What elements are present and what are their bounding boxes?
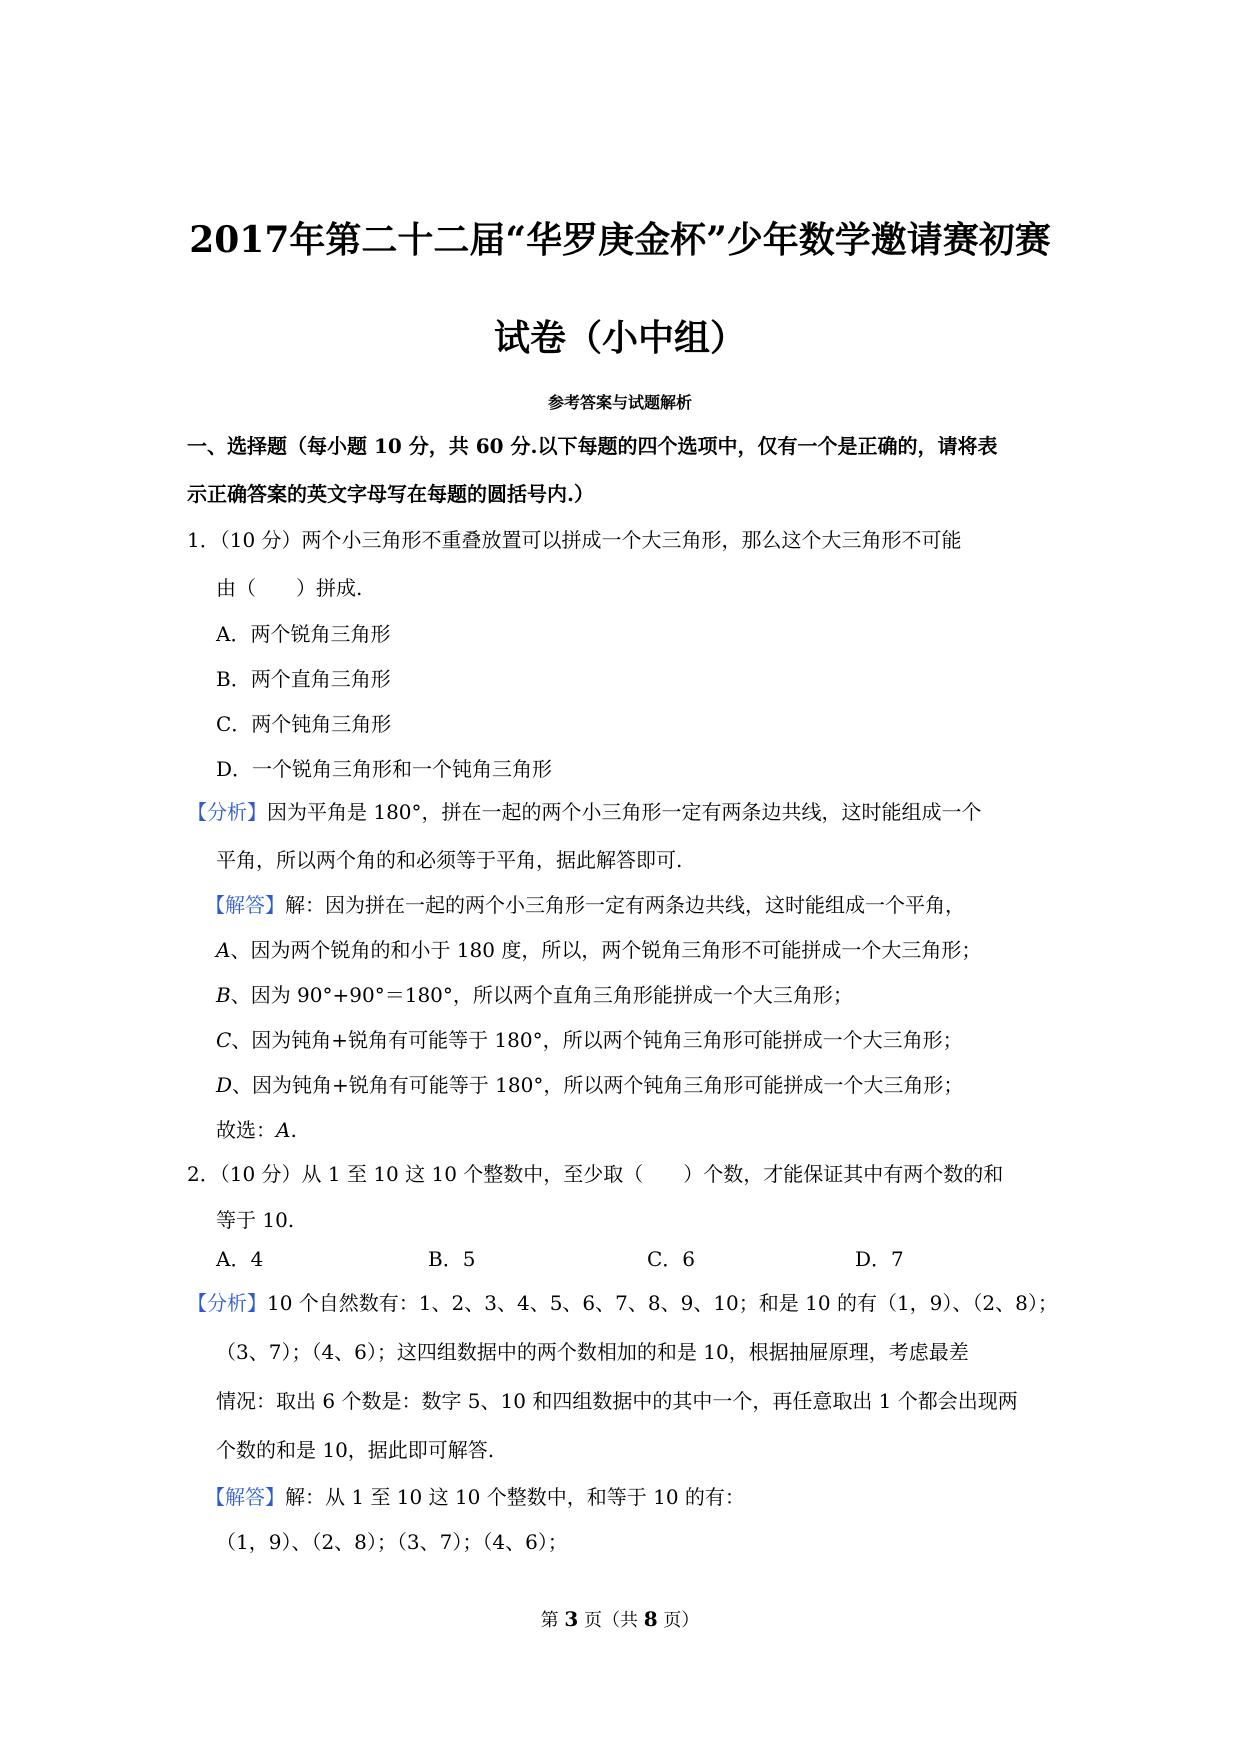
page-title-line-1: 2017年第二十二届“华罗庚金杯”少年数学邀请赛初赛 (189, 219, 1051, 261)
q1-option-d: D．一个锐角三角形和一个钝角三角形 (216, 757, 553, 781)
q2-stem-line-2: 等于 10. (216, 1208, 295, 1232)
answer-letter: C (216, 1028, 232, 1052)
q1-answer-d (216, 1071, 963, 1099)
q1-stem-line-2: 由（ ）拼成. (216, 576, 363, 600)
q1-analysis-line-2: 平角，所以两个角的和必须等于平角，据此解答即可. (216, 848, 683, 872)
q2-analysis-line-4: 个数的和是 10，据此即可解答. (216, 1438, 495, 1462)
q2-option-c: C．6 (647, 1247, 696, 1271)
q1-option-b: B．两个直角三角形 (216, 667, 391, 691)
choice-prefix: 故选： (216, 1118, 276, 1142)
q1-analysis-text: 因为平角是 180°，拼在一起的两个小三角形一定有两条边共线，这时能组成一个 (267, 800, 982, 824)
q2-analysis-text: 10 个自然数有：1、2、3、4、5、6、7、8、9、10；和是 10 的有（1，9）、（2、8）； (267, 1291, 1058, 1315)
q1-answer-c (216, 1026, 963, 1054)
q2-answer-line-1 (205, 1483, 745, 1511)
section-heading-line-2: 示正确答案的英文字母写在每题的圆括号内.） (187, 482, 594, 506)
q1-option-c: C．两个钝角三角形 (216, 712, 392, 736)
page-number: 3 (564, 1607, 579, 1631)
section-heading-line-1: 一、选择题（每小题 10 分，共 60 分.以下每题的四个选项中，仅有一个是正确的，请将表 (187, 434, 998, 458)
page-subtitle: 参考答案与试题解析 (547, 393, 692, 412)
q2-stem-line-1: 2．（10 分）从 1 至 10 这 10 个整数中，至少取（ ）个数，才能保证其中有两个数的和 (187, 1162, 1004, 1186)
q2-option-d: D．7 (855, 1247, 904, 1271)
footer-prefix: 第 (540, 1610, 565, 1631)
q1-answer-line-1 (205, 891, 965, 919)
q2-option-b: B．5 (428, 1247, 476, 1271)
q2-analysis-line-3: 情况：取出 6 个数是：数字 5、10 和四组数据中的其中一个，再任意取出 1 个都会出现两 (216, 1389, 1018, 1413)
page-footer (0, 1606, 1240, 1632)
analysis-tag: 【分析】 (187, 1291, 267, 1315)
answer-letter: A (216, 938, 231, 962)
q1-answer-b (216, 981, 853, 1009)
footer-middle: 页（共 (578, 1610, 644, 1631)
q2-answer-line-2: （1，9）、（2、8）；（3、7）；（4、6）； (216, 1530, 568, 1554)
q1-option-a: A．两个锐角三角形 (216, 622, 391, 646)
q1-answer-text: 解：因为拼在一起的两个小三角形一定有两条边共线，这时能组成一个平角， (285, 893, 965, 917)
page-title-line-2: 试卷（小中组） (493, 317, 746, 359)
q1-final-choice (216, 1116, 297, 1144)
answer-tag: 【解答】 (205, 893, 285, 917)
answer-letter: B (216, 983, 231, 1007)
q2-analysis-line-2: （3、7）；（4、6）；这四组数据中的两个数相加的和是 10，根据抽屉原理，考虑最差 (216, 1340, 969, 1364)
q1-answer-a (216, 936, 981, 964)
analysis-tag: 【分析】 (187, 800, 267, 824)
answer-letter: D (216, 1073, 233, 1097)
answer-text: 、因为两个锐角的和小于 180 度，所以，两个锐角三角形不可能拼成一个大三角形； (230, 938, 982, 962)
q2-option-a: A．4 (216, 1247, 264, 1271)
q2-answer-text: 解：从 1 至 10 这 10 个整数中，和等于 10 的有： (285, 1485, 745, 1509)
footer-suffix: 页） (657, 1610, 700, 1631)
answer-tag: 【解答】 (205, 1485, 285, 1509)
answer-text: 、因为 90°+90°＝180°，所以两个直角三角形能拼成一个大三角形； (230, 983, 853, 1007)
answer-text: 、因为钝角+锐角有可能等于 180°，所以两个钝角三角形可能拼成一个大三角形； (232, 1073, 964, 1097)
page-total: 8 (643, 1607, 658, 1631)
choice-suffix: . (290, 1118, 297, 1142)
q1-analysis-line-1 (187, 798, 982, 826)
answer-text: 、因为钝角+锐角有可能等于 180°，所以两个钝角三角形可能拼成一个大三角形； (231, 1028, 963, 1052)
choice-letter: A (276, 1118, 291, 1142)
q1-stem-line-1: 1．（10 分）两个小三角形不重叠放置可以拼成一个大三角形，那么这个大三角形不可能 (187, 528, 962, 552)
q2-analysis-line-1 (187, 1289, 1058, 1317)
